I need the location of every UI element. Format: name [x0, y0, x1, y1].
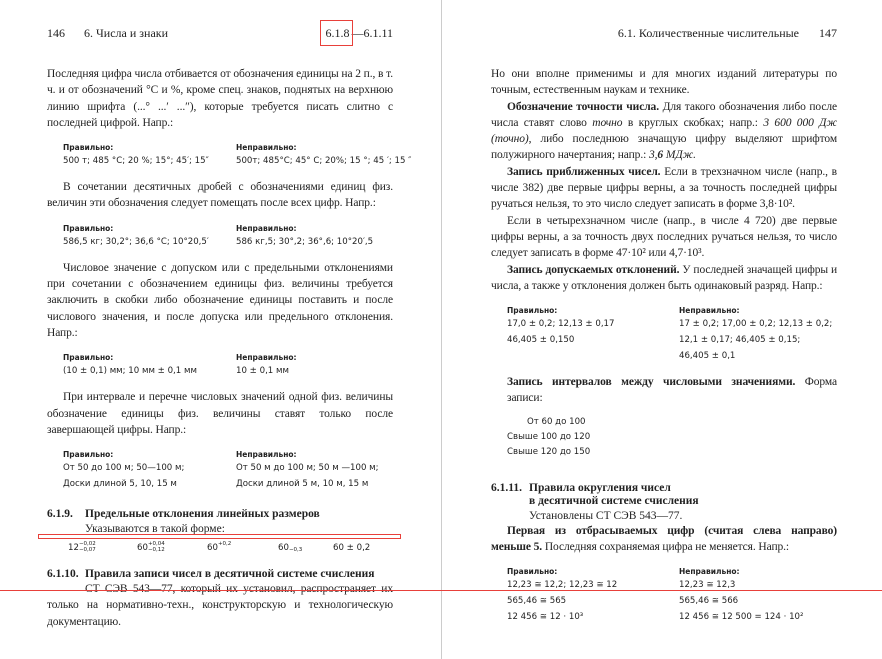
wrong-label: Неправильно: [236, 223, 297, 233]
correct-label: Правильно: [63, 450, 114, 460]
example-line: 12,23 ≅ 12,2; 12,23 ≅ 12 [507, 580, 618, 591]
section-number: 6.1.10. [47, 567, 79, 580]
example-block [63, 224, 393, 250]
section-text: Установлены СТ СЭВ 543—77. [529, 509, 683, 522]
wrong-example-list [679, 577, 837, 625]
example-line: 12,23 ≅ 12,3 [679, 580, 736, 591]
paragraph: Последняя цифра числа отбивается от обозначения единицы на 2 п., в т. ч. и от обозначений °С и %, кроме спец. знаков, поднятых на верхнюю линию шрифта (...° ...′ ...″), которые требуется писать слитно с последней цифрой. Напр.: [47, 68, 393, 129]
correct-label: Правильно: [63, 143, 114, 153]
tolerance-examples [47, 540, 393, 560]
correct-example: (10 ± 0,1) мм; 10 мм ± 0,1 мм [63, 366, 197, 377]
italic-text: 3 600 000 Дж (точно) [491, 116, 837, 146]
example-line: 565,46 ≅ 566 [679, 596, 739, 607]
tolerance-deviations [370, 541, 372, 553]
tolerance-base: 60 [137, 542, 148, 553]
correct-label: Правильно: [507, 306, 558, 316]
range-sep: — [351, 26, 364, 40]
text: в круглых скобках; напр.: [622, 116, 764, 129]
interval-line: Свыше 100 до 120 [507, 431, 591, 442]
tolerance-example [137, 540, 165, 556]
section-title: Правила округления чисел [529, 481, 671, 494]
upper-deviation: +0,04 [147, 541, 165, 548]
example-line: Доски длиной 5 м, 10 м, 15 м [236, 479, 369, 490]
range-end: 6.1.11 [363, 26, 393, 40]
section-number: 6.1.11. [491, 481, 522, 494]
right-page [441, 0, 882, 659]
section-6-1-9 [47, 508, 393, 560]
tolerance-deviations [218, 541, 231, 553]
correct-label: Правильно: [507, 567, 558, 577]
wrong-example-list [236, 460, 393, 492]
bold-lead: Обозначение точности числа. [507, 100, 659, 113]
tolerance-example [207, 540, 231, 556]
text: У последней значащей цифры и числа, а также у отклонения должен быть одинаковый разряд. Напр.: [491, 263, 837, 292]
highlight-box-range [320, 20, 353, 46]
correct-example: 586,5 кг; 30,2°; 36,6 °С; 10°20,5′ [63, 236, 209, 247]
paragraph [491, 164, 837, 213]
paragraph [491, 374, 837, 407]
text: Форма записи: [507, 376, 837, 405]
wrong-label: Неправильно: [679, 306, 740, 316]
correct-example-list [507, 316, 679, 364]
tolerance-deviations [289, 541, 302, 553]
lower-deviation: −0,12 [147, 547, 165, 554]
lower-deviation [370, 547, 372, 553]
lower-deviation: −0,07 [78, 547, 96, 554]
page-number: 147 [819, 26, 837, 40]
section-title: Правила записи чисел в десятичной системе счисления [85, 567, 375, 580]
section-6-1-10 [47, 568, 393, 630]
paragraph [491, 99, 837, 164]
italic-text: точно [592, 116, 623, 129]
bold-lead: Первая из отбрасываемых цифр (считая слева направо) меньше 5. [491, 524, 837, 554]
tolerance-deviations [148, 541, 165, 553]
text: , либо последнюю значащую цифру выделяют шрифтом полужирного начертания; напр.: [491, 133, 837, 162]
example-line: 12 456 ≅ 12 · 10³ [507, 612, 584, 623]
interval-line: Свыше 120 до 150 [507, 446, 591, 457]
section-title: Предельные отклонения линейных размеров [85, 508, 320, 521]
wrong-example-list [679, 316, 837, 364]
tolerance-base: 12 [68, 542, 79, 553]
wrong-label: Неправильно: [679, 567, 740, 577]
highlight-box-line [38, 534, 401, 539]
tolerance-example [333, 540, 372, 556]
italic-text: 3, [648, 149, 658, 162]
paragraph [491, 262, 837, 295]
example-block [63, 353, 393, 379]
example-line: От 50 до 100 м; 50—100 м; [63, 463, 185, 474]
example-line: 46,405 ± 0,1 [679, 351, 736, 362]
correct-label: Правильно: [63, 223, 114, 233]
paragraph: При интервале и перечне числовых значений одной физ. величины обозначение единицы физ. величины ставят только после завершающей цифры. Напр.: [47, 391, 393, 436]
upper-deviation: +0,2 [217, 541, 232, 548]
wrong-example: 586 кг,5; 30°,2; 36°,6; 10°20′,5 [236, 236, 374, 247]
example-block [63, 450, 393, 492]
bold-lead: Запись допускаемых отклонений. [507, 263, 680, 276]
section-text: Указываются в такой форме: [85, 522, 225, 535]
page-number: 146 [47, 26, 65, 40]
tolerance-base: 60 ± 0,2 [333, 542, 371, 553]
italic-text: МДж. [663, 149, 696, 162]
tolerance-deviations [79, 541, 96, 553]
wrong-example: 500т; 485°С; 45° С; 20%; 15 °; 45 ′; 15 ″ [236, 156, 412, 167]
example-block [507, 306, 837, 364]
example-line: 17 ± 0,2; 17,00 ± 0,2; 12,13 ± 0,2; [679, 319, 833, 330]
wrong-label: Неправильно: [236, 450, 297, 460]
wrong-example: 10 ± 0,1 мм [236, 366, 289, 377]
tolerance-example [278, 540, 302, 556]
section-number: 6.1.9. [47, 508, 73, 521]
lower-deviation: −0,3 [288, 547, 303, 554]
page-header [491, 26, 837, 46]
text: Для такого обозначения либо после числа ставят слово [491, 100, 837, 129]
chapter-title: 6. Числа и знаки [84, 26, 169, 40]
paragraph: Числовое значение с допуском или с предельными отклонениями при сочетании с обозначением единицы физ. величины требуется заключить в скобки либо обозначение единицы поставить и после числового значения, и после допуска или предельного отклонения. Напр.: [47, 261, 393, 339]
example-line: Доски длиной 5, 10, 15 м [63, 479, 177, 490]
text: Последняя сохраняемая цифра не меняется. Напр.: [542, 541, 790, 554]
correct-example-list [507, 577, 679, 625]
example-line: 12,1 ± 0,17; 46,405 ± 0,15; [679, 335, 801, 346]
text: Если в трехзначном числе (напр., в числе 382) две первые цифры верны, а за точность последней цифры ручаться нельзя, то это число следует записать в форме 3,8·10². [491, 165, 837, 211]
tolerance-example [68, 540, 96, 556]
wrong-label: Неправильно: [236, 143, 297, 153]
example-line: 46,405 ± 0,150 [507, 335, 575, 346]
bold-italic-text: 6 [657, 149, 664, 162]
tolerance-base: 60 [207, 542, 218, 553]
section-header: 6.1. Количественные числительные [617, 26, 799, 40]
example-line: 17,0 ± 0,2; 12,13 ± 0,17 [507, 319, 615, 330]
tolerance-base: 60 [278, 542, 289, 553]
correct-label: Правильно: [63, 353, 114, 363]
section-text-wrap [47, 522, 393, 536]
selection-highlight-edge [0, 590, 882, 591]
bold-lead: Запись интервалов между числовыми значениями. [507, 376, 796, 389]
paragraph: В сочетании десятичных дробей с обозначениями единиц физ. величин эти обозначения следует помещать после всех цифр. Напр.: [47, 181, 393, 210]
range-start: 6.1.8 [325, 26, 350, 40]
interval-list [507, 415, 837, 460]
correct-example-list [63, 460, 236, 492]
bold-lead: Запись приближенных чисел. [507, 165, 661, 178]
section-title: в десятичной системе счисления [529, 495, 699, 508]
range-start-wrap [323, 26, 351, 41]
example-line: 12 456 ≅ 12 500 = 124 · 10² [679, 612, 804, 623]
section-text: СТ СЭВ 543—77, который их установил, распространяет их только на нормативно-техн., конструкторскую и технологическую документацию. [47, 583, 393, 628]
paragraph: Но они вполне применимы и для многих изданий литературы по точным, естественным наукам и технике. [491, 68, 837, 97]
lower-deviation [218, 547, 231, 553]
correct-example: 500 т; 485 °С; 20 %; 15°; 45′; 15″ [63, 156, 209, 167]
wrong-label: Неправильно: [236, 353, 297, 363]
upper-deviation: −0,02 [78, 541, 96, 548]
example-line: От 50 м до 100 м; 50 м —100 м; [236, 463, 379, 474]
interval-line: От 60 до 100 [527, 416, 586, 427]
section-6-1-11 [491, 482, 837, 523]
example-block [507, 567, 837, 625]
left-page [0, 0, 440, 659]
paragraph: Если в четырехзначном числе (напр., в числе 4 720) две первые цифры верны, а за точность двух последних ручаться нельзя, то число следует записать в форме 47·10² или 4,7·10³. [491, 214, 837, 260]
paragraph [491, 523, 837, 556]
page-header [47, 26, 393, 46]
example-line: 565,46 ≅ 565 [507, 596, 567, 607]
example-block [63, 143, 412, 169]
